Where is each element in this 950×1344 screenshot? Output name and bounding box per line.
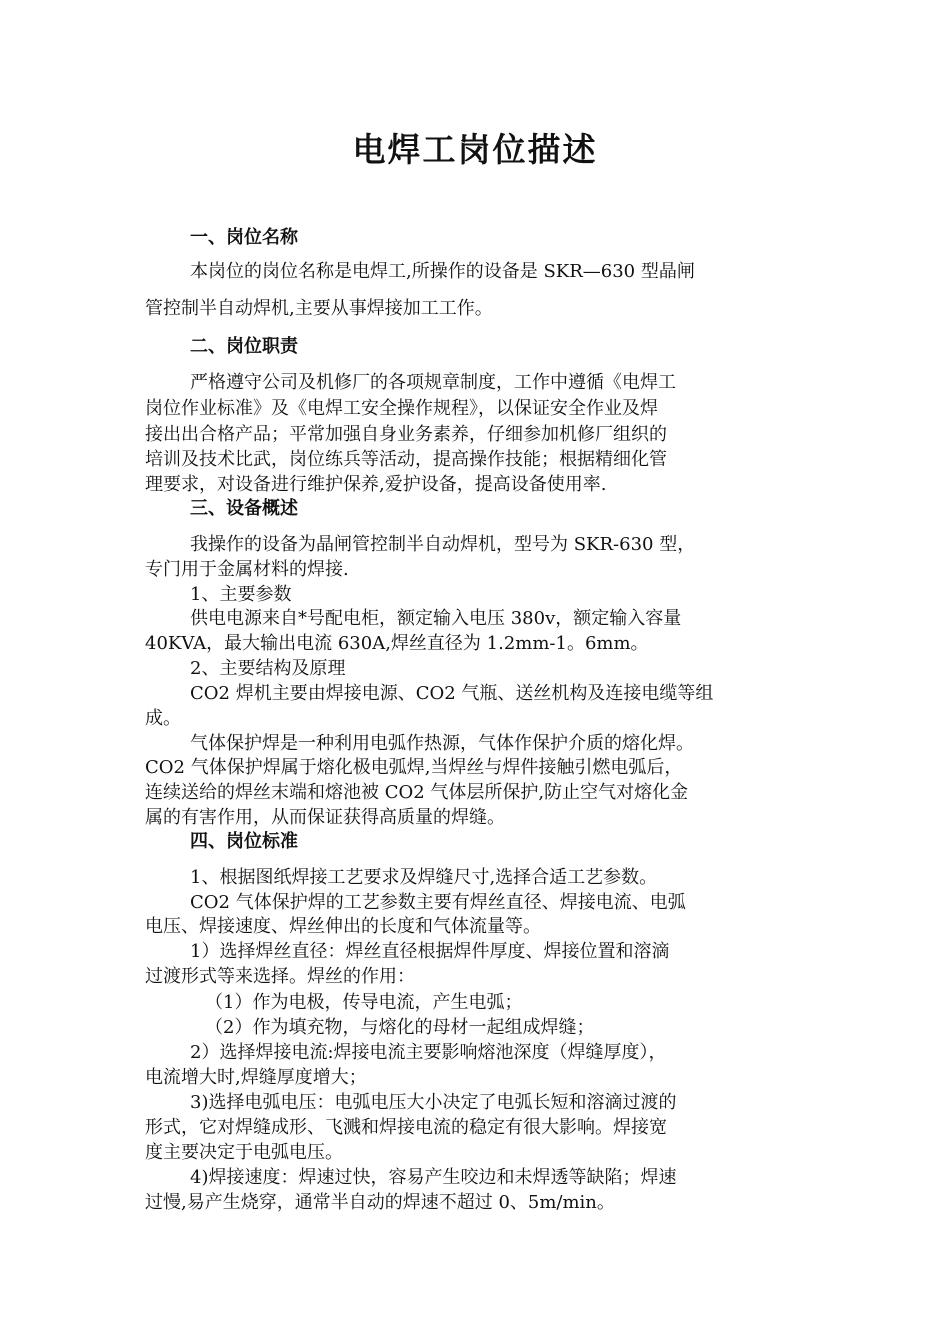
section-heading-duties: 二、岗位职责 xyxy=(190,336,298,357)
paragraph-line: 专门用于金属材料的焊接. xyxy=(145,559,349,580)
subheading-parameters: 1、主要参数 xyxy=(190,584,292,605)
paragraph-line: 2）选择焊接电流:焊接电流主要影响熔池深度（焊缝厚度）， xyxy=(190,1042,667,1063)
paragraph-line: 连续送给的焊丝末端和熔池被 CO2 气体层所保护,防止空气对熔化金 xyxy=(145,782,689,803)
section-heading-equipment: 三、设备概述 xyxy=(190,498,298,519)
paragraph-line: 3)选择电弧电压：电弧电压大小决定了电弧长短和溶滴过渡的 xyxy=(190,1092,677,1113)
section-heading-name: 一、岗位名称 xyxy=(190,227,298,248)
paragraph-line: CO2 气体保护焊的工艺参数主要有焊丝直径、焊接电流、电弧 xyxy=(190,892,686,913)
paragraph-line: 我操作的设备为晶闸管控制半自动焊机，型号为 SKR-630 型， xyxy=(190,534,696,555)
paragraph-line: 岗位作业标准》及《电焊工安全操作规程》，以保证安全作业及焊 xyxy=(145,398,658,419)
paragraph-line: 形式，它对焊缝成形、飞溅和焊接电流的稳定有很大影响。焊接宽 xyxy=(145,1117,667,1138)
section-heading-standards: 四、岗位标准 xyxy=(190,831,298,852)
document-title: 电焊工岗位描述 xyxy=(352,130,598,169)
paragraph-line: 理要求，对设备进行维护保养,爱护设备，提高设备使用率. xyxy=(145,474,607,495)
paragraph-line: 过渡形式等来选择。焊丝的作用： xyxy=(145,966,415,987)
paragraph-line: 电流增大时,焊缝厚度增大； xyxy=(145,1067,367,1088)
paragraph-line: 1）选择焊丝直径：焊丝直径根据焊件厚度、焊接位置和溶滴 xyxy=(190,941,670,962)
paragraph-line: 电压、焊接速度、焊丝伸出的长度和气体流量等。 xyxy=(145,916,541,937)
paragraph-line: 属的有害作用，从而保证获得高质量的焊缝。 xyxy=(145,807,505,828)
paragraph-line: 接出出合格产品；平常加强自身业务素养，仔细参加机修厂组织的 xyxy=(145,424,667,445)
paragraph-line: 成。 xyxy=(145,708,181,729)
paragraph-line: 4)焊接速度：焊速过快，容易产生咬边和未焊透等缺陷；焊速 xyxy=(190,1167,677,1188)
paragraph-line: 供电电源来自*号配电柜，额定输入电压 380v，额定输入容量 xyxy=(190,608,682,629)
list-item: （1）作为电极，传导电流，产生电弧； xyxy=(205,992,523,1013)
paragraph-line: 气体保护焊是一种利用电弧作热源，气体作保护介质的熔化焊。 xyxy=(190,733,694,754)
paragraph-line: 度主要决定于电弧电压。 xyxy=(145,1142,343,1163)
paragraph-line: CO2 气体保护焊属于熔化极电弧焊,当焊丝与焊件接触引燃电弧后， xyxy=(145,757,683,778)
paragraph-line: 培训及技术比武，岗位练兵等活动，提高操作技能；根据精细化管 xyxy=(145,449,667,470)
paragraph-line: 管控制半自动焊机,主要从事焊接加工工作。 xyxy=(145,298,493,319)
list-item: （2）作为填充物，与熔化的母材一起组成焊缝； xyxy=(205,1017,595,1038)
paragraph-line: 过慢,易产生烧穿，通常半自动的焊速不超过 0、5m/min。 xyxy=(145,1192,615,1213)
paragraph-line: CO2 焊机主要由焊接电源、CO2 气瓶、送丝机构及连接电缆等组 xyxy=(190,683,714,704)
paragraph-line: 严格遵守公司及机修厂的各项规章制度，工作中遵循《电焊工 xyxy=(190,372,676,393)
subheading-structure: 2、主要结构及原理 xyxy=(190,658,346,679)
paragraph-line: 1、根据图纸焊接工艺要求及焊缝尺寸,选择合适工艺参数。 xyxy=(190,867,658,888)
paragraph-line: 40KVA，最大输出电流 630A,焊丝直径为 1.2mm-1。6mm。 xyxy=(145,633,649,654)
paragraph-line: 本岗位的岗位名称是电焊工,所操作的设备是 SKR—630 型晶闸 xyxy=(190,261,695,282)
